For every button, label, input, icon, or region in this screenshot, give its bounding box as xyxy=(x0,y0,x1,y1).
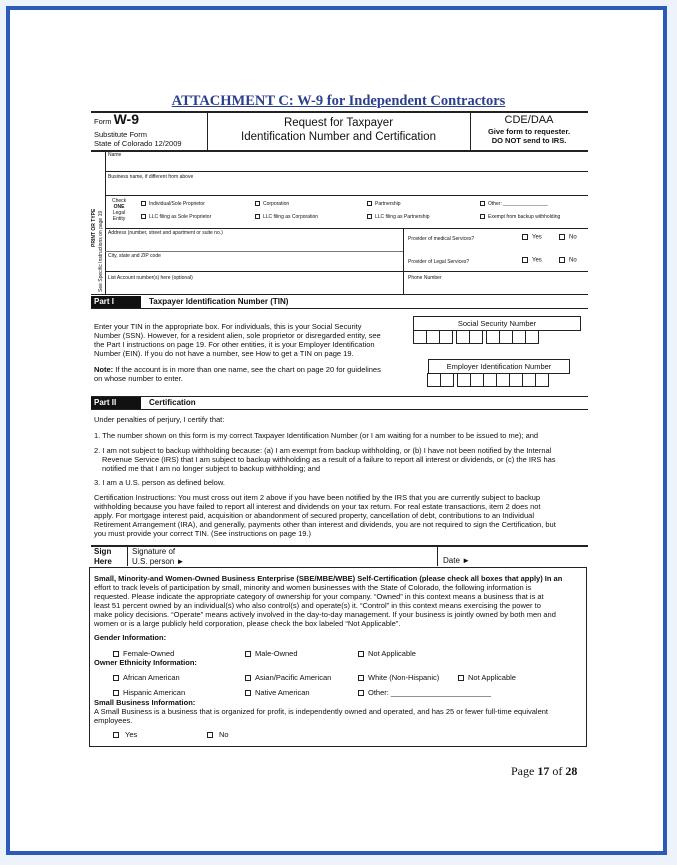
side-print-type: PRINT OR TYPE xyxy=(91,208,97,247)
note-label: Note: xyxy=(94,365,114,374)
checkbox[interactable] xyxy=(113,690,119,696)
address-label: Address (number, street and apartment or suite no.) xyxy=(108,230,223,236)
ein-digit[interactable] xyxy=(457,373,471,387)
date-divider xyxy=(437,546,438,566)
form-id xyxy=(94,111,139,127)
address-bottom-rule xyxy=(91,294,588,295)
tin-line: Number (EIN). If you do not have a number, see How to get a TIN on page 19. xyxy=(94,349,354,358)
entity-llc-sole-label: LLC filing as Sole Proprietor xyxy=(149,214,212,220)
request-title xyxy=(207,116,470,144)
sbe-line: Small, Minority-and Women-Owned Business Enterprise (SBE/MBE/WBE) Self-Certification (please check all boxes that apply) In an xyxy=(94,574,563,583)
account-label: List Account number(s) here (optional) xyxy=(108,275,193,281)
entity-llc-partner[interactable] xyxy=(367,214,429,220)
eth-na-label: Not Applicable xyxy=(468,673,516,682)
cert-intro: Under penalties of perjury, I certify that: xyxy=(94,415,225,424)
cert-item-2-line: 2. I am not subject to backup withholding because: (a) I am exempt from backup withholding, or (b) I have not been notified by the Internal xyxy=(94,446,552,455)
ssn-digit[interactable] xyxy=(413,330,427,344)
ssn-digit[interactable] xyxy=(525,330,539,344)
check-one-line1: Check xyxy=(112,198,127,204)
checkbox[interactable] xyxy=(358,690,364,696)
checkbox[interactable] xyxy=(141,201,146,206)
city-label: City, state and ZIP code xyxy=(108,253,161,259)
substitute-form: Substitute Form xyxy=(94,130,147,139)
entity-individual[interactable] xyxy=(141,201,205,207)
sbe-line: effort to track levels of participation by small, minority and women businesses with the State of Colorado, the following information is xyxy=(94,583,532,592)
sbe-line: least 51 percent owned by an individual(s) who also control(s) and operate(s) it. “Control” in this context means exercising the power to xyxy=(94,601,541,610)
legal-no-label: No xyxy=(569,257,577,264)
entity-corporation-label: Corporation xyxy=(263,201,290,207)
cde-daa: CDE/DAA xyxy=(504,114,554,126)
ssn-digit[interactable] xyxy=(499,330,513,344)
checkbox[interactable] xyxy=(358,675,364,681)
cde-block xyxy=(470,114,588,145)
eth-white-label: White (Non-Hispanic) xyxy=(368,673,440,682)
page-total: 28 xyxy=(565,764,578,778)
ssn-digit[interactable] xyxy=(439,330,453,344)
eth-hispanic-label: Hispanic American xyxy=(123,688,186,697)
form-label: Form xyxy=(94,117,112,126)
small-yes-label: Yes xyxy=(125,730,138,739)
check-one-line2: ONE xyxy=(113,204,125,210)
small-biz-label: Small Business Information: xyxy=(94,698,196,707)
ein-digit[interactable] xyxy=(427,373,441,387)
tin-line: the Part I instructions on page 19. For other entities, it is your Employer Identification xyxy=(94,340,375,349)
cert-instr-line: apply. For mortgage interest paid, acquisition or abandonment of secured property, cancellation of debt, contributions to an Individual xyxy=(94,511,534,520)
page-number xyxy=(511,764,577,779)
checkbox[interactable] xyxy=(559,257,565,263)
state-version: State of Colorado 12/2009 xyxy=(94,139,182,148)
entity-individual-label: Individual/Sole Proprietor xyxy=(149,201,205,207)
do-not-send-text: DO NOT send to IRS. xyxy=(491,136,567,145)
page-num: 17 xyxy=(537,764,550,778)
checkbox[interactable] xyxy=(141,214,146,219)
small-biz-line: employees. xyxy=(94,716,133,725)
cert-item-2-line: notified me that I am no longer subject to backup withholding; and xyxy=(102,464,321,473)
cert-instr-line: Retirement Arrangement (IRA), and generally, payments other than interest and dividends, you are not required to sign the Certification, but xyxy=(94,520,556,529)
page-of: of xyxy=(552,764,563,778)
business-name-label: Business name, if different from above xyxy=(108,174,194,180)
ssn-digit[interactable] xyxy=(469,330,483,344)
legal-yes[interactable] xyxy=(522,257,542,265)
us-person: U.S. person ► xyxy=(132,557,185,566)
signature-label xyxy=(132,547,184,567)
checkbox[interactable] xyxy=(559,234,565,240)
ethnicity-label: Owner Ethnicity Information: xyxy=(94,658,197,667)
cert-instr-line: withholding because you have failed to report all interest and dividends on your tax return. For real estate transactions, item 2 does not xyxy=(94,502,541,511)
gender-na[interactable] xyxy=(358,649,416,658)
ssn-digit[interactable] xyxy=(426,330,440,344)
date-label: Date ► xyxy=(443,556,471,565)
medical-services-label: Provider of medical Services? xyxy=(408,236,475,242)
part1-title: Taxpayer Identification Number (TIN) xyxy=(149,297,289,306)
checkbox[interactable] xyxy=(207,732,213,738)
sbe-line: women or is a large publicly held corporation, please check the box labeled “Not Applicable”. xyxy=(94,619,401,628)
eth-other[interactable] xyxy=(358,688,491,697)
check-one-label xyxy=(112,198,126,222)
cert-instr-line: you must provide your correct TIN. (See instructions on page 19.) xyxy=(94,529,312,538)
tin-line: Number (SSN). However, for a resident alien, sole proprietor or disregarded entity, see xyxy=(94,331,381,340)
cert-item-3: 3. I am a U.S. person as defined below. xyxy=(94,478,225,487)
eth-other-label: Other: ________________________ xyxy=(368,688,492,697)
eth-hispanic[interactable] xyxy=(113,688,185,697)
business-row-rule xyxy=(105,195,588,196)
form-number: W-9 xyxy=(113,111,139,127)
ein-digit[interactable] xyxy=(483,373,497,387)
legal-yes-label: Yes xyxy=(532,257,542,264)
small-biz-text xyxy=(94,707,548,725)
ein-digit[interactable] xyxy=(509,373,523,387)
part2-header-rule xyxy=(91,409,588,410)
entity-exempt[interactable] xyxy=(480,214,560,220)
business-name-field[interactable] xyxy=(106,181,587,193)
gender-female-label: Female-Owned xyxy=(123,649,175,658)
gender-male[interactable] xyxy=(245,649,298,658)
checkbox[interactable] xyxy=(358,651,364,657)
checkbox[interactable] xyxy=(245,690,251,696)
entity-other[interactable] xyxy=(480,201,548,207)
ein-digit[interactable] xyxy=(440,373,454,387)
ein-label-box xyxy=(428,359,570,374)
checkbox[interactable] xyxy=(367,214,372,219)
cert-item-1: 1. The number shown on this form is my correct Taxpayer Identification Number (or I am waiting for a number to be issued to me); and xyxy=(94,431,539,440)
checkbox[interactable] xyxy=(522,234,528,240)
checkbox[interactable] xyxy=(522,257,528,263)
ssn-label-box xyxy=(413,316,581,331)
account-field[interactable] xyxy=(106,281,402,293)
part1-header-rule xyxy=(91,308,588,309)
small-biz-line: A Small Business is a business that is organized for profit, is independently owned and operated, and has 25 or fewer full-time equivalent xyxy=(94,707,549,716)
ein-digit[interactable] xyxy=(535,373,549,387)
signature-of: Signature of xyxy=(132,547,176,556)
give-form-text: Give form to requester. xyxy=(487,127,571,136)
checkbox[interactable] xyxy=(458,675,464,681)
ssn-digit[interactable] xyxy=(456,330,470,344)
entity-partnership[interactable] xyxy=(367,201,401,207)
check-one-line3: Legal xyxy=(112,210,126,216)
ein-digit[interactable] xyxy=(496,373,510,387)
gender-na-label: Not Applicable xyxy=(368,649,416,658)
checkbox[interactable] xyxy=(367,201,372,206)
page-label: Page xyxy=(511,764,535,778)
entity-row-rule xyxy=(105,228,588,229)
small-yes[interactable] xyxy=(113,730,137,739)
checkbox[interactable] xyxy=(480,214,485,219)
ssn-digit[interactable] xyxy=(486,330,500,344)
sign-here-label xyxy=(94,547,112,567)
entity-llc-partner-label: LLC filing as Partnership xyxy=(375,214,430,220)
gender-label: Gender Information: xyxy=(94,633,167,642)
checkbox[interactable] xyxy=(113,732,119,738)
ein-label: Employer Identification Number xyxy=(446,362,552,371)
checkbox[interactable] xyxy=(255,201,260,206)
eth-native-label: Native American xyxy=(255,688,310,697)
small-no-label: No xyxy=(219,730,229,739)
name-row-rule xyxy=(105,171,588,172)
part1-header xyxy=(91,296,588,308)
entity-llc-corp-label: LLC filing as Corporation xyxy=(263,214,319,220)
phone-label: Phone Number xyxy=(408,275,442,281)
attachment-title xyxy=(0,93,677,110)
city-field[interactable] xyxy=(106,259,402,271)
address-field[interactable] xyxy=(106,237,402,249)
entity-corporation[interactable] xyxy=(255,201,289,207)
date-field[interactable] xyxy=(475,550,585,564)
ein-digit[interactable] xyxy=(470,373,484,387)
medical-no[interactable] xyxy=(559,234,577,242)
checkbox[interactable] xyxy=(113,651,119,657)
medical-yes[interactable] xyxy=(522,234,542,242)
attachment-title-text: ATTACHMENT C: W-9 for Independent Contractors xyxy=(171,93,506,109)
checkbox[interactable] xyxy=(245,651,251,657)
ein-grid[interactable] xyxy=(428,373,549,387)
entity-llc-sole[interactable] xyxy=(141,214,211,220)
sbe-line: make policy decisions. “Operate” means actively involved in the day-to-day management. If your business is jointly owned by both men and xyxy=(94,610,556,619)
eth-native[interactable] xyxy=(245,688,310,697)
check-one-line4: Entity xyxy=(112,216,126,222)
name-field[interactable] xyxy=(106,159,587,171)
sign-word: Sign xyxy=(94,547,112,556)
eth-asian[interactable] xyxy=(245,673,331,682)
entity-exempt-label: Exempt from backup withholding xyxy=(488,214,561,220)
sign-divider xyxy=(127,546,128,566)
tin-paragraph xyxy=(94,322,409,358)
side-label-divider xyxy=(105,151,106,294)
cert-instr-line: Certification Instructions: You must cross out item 2 above if you have been notified by the IRS that you are currently subject to backup xyxy=(94,493,541,502)
small-no[interactable] xyxy=(207,730,229,739)
ssn-digit[interactable] xyxy=(512,330,526,344)
medical-yes-label: Yes xyxy=(532,234,542,241)
ssn-grid[interactable] xyxy=(414,330,539,344)
name-label: Name xyxy=(108,152,122,158)
eth-african[interactable] xyxy=(113,673,180,682)
signature-field[interactable] xyxy=(190,548,430,564)
cert-instructions xyxy=(94,493,556,538)
legal-no[interactable] xyxy=(559,257,577,265)
cert-item-2 xyxy=(94,446,586,473)
checkbox[interactable] xyxy=(245,675,251,681)
city-rule xyxy=(105,271,588,272)
eth-asian-label: Asian/Pacific American xyxy=(255,673,332,682)
checkbox[interactable] xyxy=(480,201,485,206)
tin-note xyxy=(94,365,409,383)
gender-male-label: Male-Owned xyxy=(255,649,298,658)
tin-line: Enter your TIN in the appropriate box. For individuals, this is your Social Security xyxy=(94,322,362,331)
eth-white[interactable] xyxy=(358,673,439,682)
cert-item-2-line: Revenue Service (IRS) that I am subject to backup withholding as a result of a failure to report all interest or dividends, or (c) the IRS has xyxy=(102,455,556,464)
address-rule xyxy=(105,251,403,252)
request-title-line2: Identification Number and Certification xyxy=(241,131,436,143)
note-text-2: on whose number to enter. xyxy=(94,374,183,383)
entity-llc-corp[interactable] xyxy=(255,214,318,220)
part2-header xyxy=(91,397,588,409)
address-divider xyxy=(403,228,404,294)
ein-digit[interactable] xyxy=(522,373,536,387)
checkbox[interactable] xyxy=(113,675,119,681)
sbe-line: requested. Please indicate the appropriate category of ownership for your company. “Owned” in this context means a business that is at xyxy=(94,592,544,601)
request-title-line1: Request for Taxpayer xyxy=(283,117,394,129)
eth-na[interactable] xyxy=(458,673,516,682)
entity-partnership-label: Partnership xyxy=(375,201,401,207)
here-word: Here xyxy=(94,557,112,566)
checkbox[interactable] xyxy=(255,214,260,219)
part1-label: Part I xyxy=(91,296,141,308)
header-bottom-rule xyxy=(91,150,588,152)
part2-label: Part II xyxy=(91,397,141,409)
eth-african-label: African American xyxy=(123,673,180,682)
sbe-paragraph xyxy=(94,574,562,628)
entity-other-label: Other: ________________ xyxy=(488,201,548,207)
part2-title: Certification xyxy=(149,398,196,407)
gender-female[interactable] xyxy=(113,649,174,658)
legal-services-label: Provider of Legal Services? xyxy=(408,259,470,265)
ssn-label: Social Security Number xyxy=(457,319,537,328)
phone-field[interactable] xyxy=(405,281,586,293)
side-specific-instructions: See Specific Instructions on page 19 xyxy=(98,210,104,292)
header-top-rule xyxy=(91,111,588,113)
medical-no-label: No xyxy=(569,234,577,241)
note-text: If the account is in more than one name, see the chart on page 20 for guidelines xyxy=(113,365,381,374)
